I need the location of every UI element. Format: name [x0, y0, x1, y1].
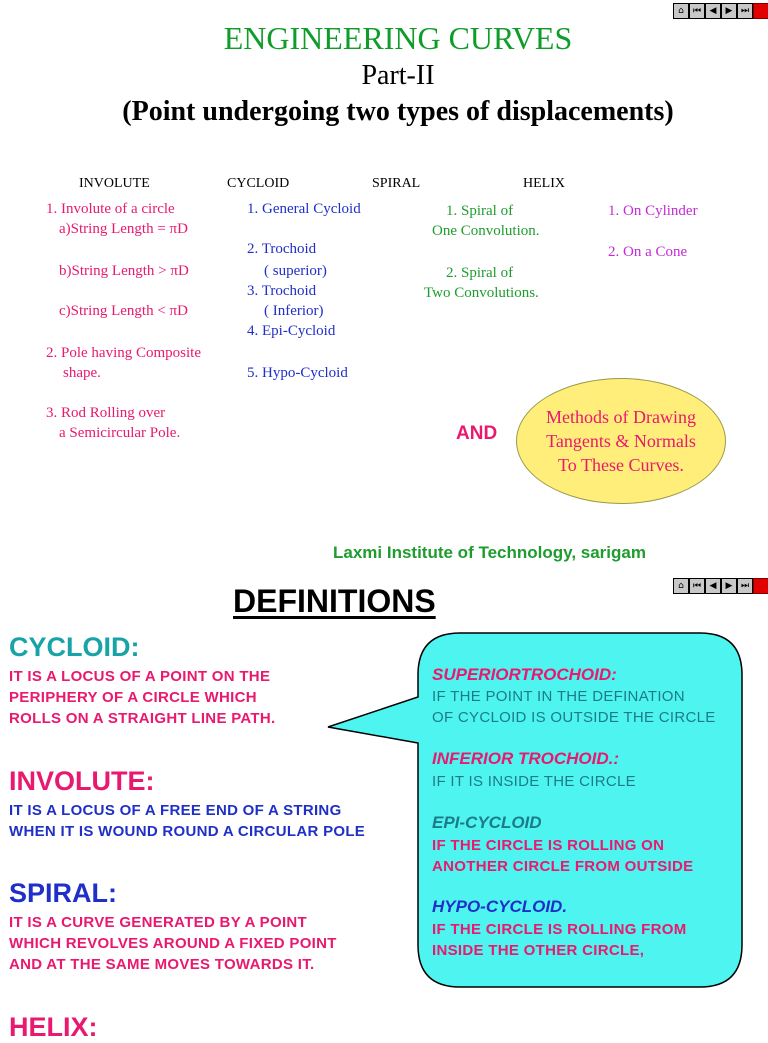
first-slide-icon[interactable]: ⏮ — [689, 3, 705, 19]
page-title: ENGINEERING CURVES — [223, 20, 573, 56]
helix-item: 2. On a Cone — [608, 244, 688, 260]
previous-slide-icon[interactable]: ◀ — [705, 3, 721, 19]
involute-definition-line: WHEN IT IS WOUND ROUND A CIRCULAR POLE — [9, 823, 366, 840]
and-label: AND — [456, 423, 498, 444]
cycloid-definition-line: IT IS A LOCUS OF A POINT ON THE — [9, 668, 271, 685]
cycloid-definition-line: ROLLS ON A STRAIGHT LINE PATH. — [9, 710, 276, 727]
involute-definition-line: IT IS A LOCUS OF A FREE END OF A STRING — [9, 802, 342, 819]
cycloid-item: 1. General Cycloid — [247, 201, 361, 217]
epi-cycloid-line: IF THE CIRCLE IS ROLLING ON — [432, 837, 665, 854]
involute-item: c)String Length < πD — [59, 303, 188, 319]
involute-item: shape. — [63, 365, 101, 381]
slide-2 — [0, 575, 768, 1042]
trochoid-speech-bubble — [0, 575, 768, 1024]
involute-title: INVOLUTE: — [9, 766, 155, 796]
spiral-title: SPIRAL: — [9, 878, 117, 908]
involute-item: 1. Involute of a circle — [46, 201, 175, 217]
involute-item: 2. Pole having Composite — [46, 345, 201, 361]
hypo-cycloid-line: INSIDE THE OTHER CIRCLE, — [432, 942, 645, 959]
next-slide-icon[interactable]: ▶ — [721, 578, 737, 594]
heading-cycloid: CYCLOID — [227, 176, 290, 191]
heading-helix: HELIX — [523, 176, 565, 191]
end-show-icon[interactable] — [753, 3, 768, 19]
inferior-trochoid-line: IF IT IS INSIDE THE CIRCLE — [432, 773, 636, 790]
superior-trochoid-title: SUPERIORTROCHOID: — [432, 665, 617, 684]
home-icon[interactable]: ⌂ — [673, 578, 689, 594]
institute-name: Laxmi Institute of Technology, sarigam — [333, 543, 646, 562]
cycloid-item: ( superior) — [264, 263, 327, 279]
cycloid-item: 2. Trochoid — [247, 241, 317, 257]
spiral-definition-line: IT IS A CURVE GENERATED BY A POINT — [9, 914, 308, 931]
part-label: Part-II — [361, 60, 435, 91]
last-slide-icon[interactable]: ⏭ — [737, 3, 753, 19]
next-slide-icon[interactable]: ▶ — [721, 3, 737, 19]
ellipse-line: Methods of Drawing — [546, 407, 696, 427]
heading-spiral: SPIRAL — [372, 176, 421, 191]
heading-involute: INVOLUTE — [79, 176, 150, 191]
cycloid-definition-line: PERIPHERY OF A CIRCLE WHICH — [9, 689, 257, 706]
last-slide-icon[interactable]: ⏭ — [737, 578, 753, 594]
hypo-cycloid-line: IF THE CIRCLE IS ROLLING FROM — [432, 921, 687, 938]
cycloid-title: CYCLOID: — [9, 632, 140, 662]
first-slide-icon[interactable]: ⏮ — [689, 578, 705, 594]
helix-title: HELIX: — [9, 1012, 98, 1042]
involute-item: a)String Length = πD — [59, 221, 188, 237]
tangents-normals-ellipse — [516, 378, 726, 504]
home-icon[interactable]: ⌂ — [673, 3, 689, 19]
cycloid-item: 5. Hypo-Cycloid — [247, 365, 348, 381]
inferior-trochoid-title: INFERIOR TROCHOID.: — [432, 749, 619, 768]
spiral-item: 1. Spiral of — [446, 203, 514, 219]
spiral-definition-line: WHICH REVOLVES AROUND A FIXED POINT — [9, 935, 337, 952]
subtitle: (Point undergoing two types of displacements) — [122, 96, 674, 127]
ellipse-line: To These Curves. — [558, 455, 684, 475]
previous-slide-icon[interactable]: ◀ — [705, 578, 721, 594]
involute-item: 3. Rod Rolling over — [46, 405, 166, 421]
hypo-cycloid-title: HYPO-CYCLOID. — [432, 897, 568, 916]
epi-cycloid-line: ANOTHER CIRCLE FROM OUTSIDE — [432, 858, 694, 875]
involute-item: b)String Length > πD — [59, 263, 189, 279]
cycloid-item: ( Inferior) — [264, 303, 324, 319]
cycloid-item: 3. Trochoid — [247, 283, 317, 299]
epi-cycloid-title: EPI-CYCLOID — [432, 813, 542, 832]
helix-item: 1. On Cylinder — [608, 203, 698, 219]
definitions-heading: DEFINITIONS — [233, 583, 436, 619]
spiral-item: One Convolution. — [432, 223, 540, 239]
superior-trochoid-line: IF THE POINT IN THE DEFINATION — [432, 688, 685, 705]
nav-toolbar-top — [673, 3, 768, 19]
ellipse-line: Tangents & Normals — [546, 431, 696, 451]
cycloid-item: 4. Epi-Cycloid — [247, 323, 336, 339]
superior-trochoid-line: OF CYCLOID IS OUTSIDE THE CIRCLE — [432, 709, 716, 726]
involute-item: a Semicircular Pole. — [59, 425, 181, 441]
spiral-item: Two Convolutions. — [424, 285, 539, 301]
spiral-definition-line: AND AT THE SAME MOVES TOWARDS IT. — [9, 956, 315, 973]
spiral-item: 2. Spiral of — [446, 265, 514, 281]
